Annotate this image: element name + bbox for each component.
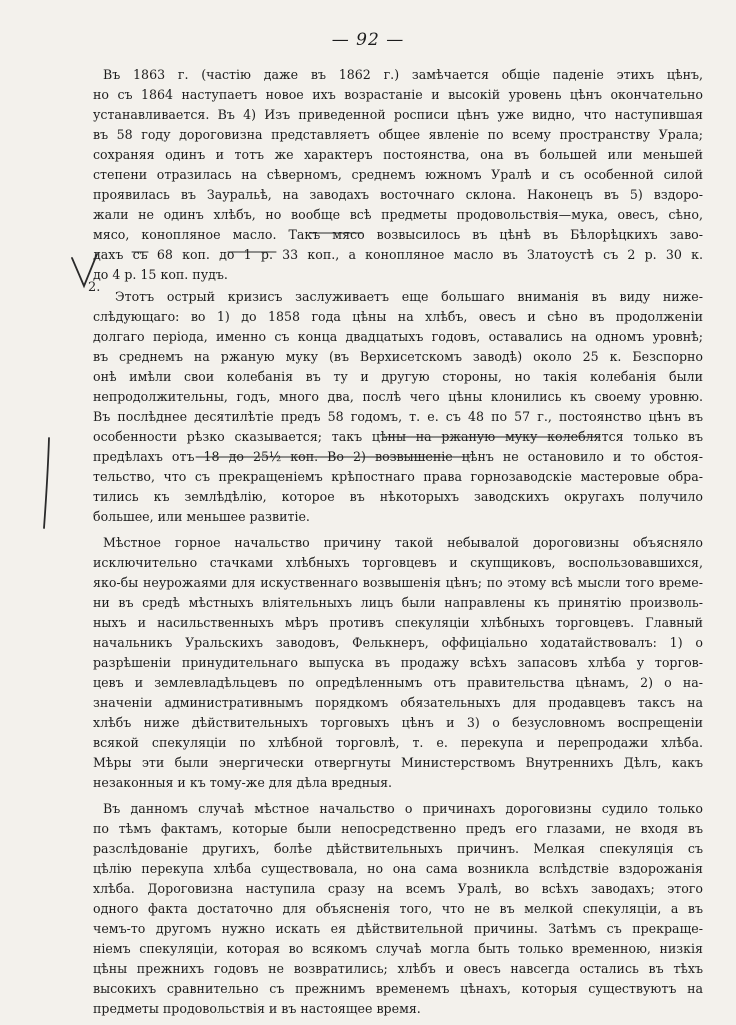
text-line: предѣлахъ отъ 18 до 25½ коп. Во 2) возвышеніе цѣнъ не остановило и то обстоя- xyxy=(93,449,703,464)
text-line: тились къ землѣдѣлію, которое въ нѣкоторыхъ заводскихъ округахъ получило xyxy=(93,489,703,504)
text-line: яко-бы неурожаями для искуственнаго возвышенія цѣнъ; по этому всѣ мысли того време- xyxy=(93,575,703,590)
text-line: высокихъ сравнительно съ прежнимъ временемъ цѣнахъ, которыя существуютъ на xyxy=(93,981,703,996)
text-line: въ 58 году дороговизна представляетъ общее явленіе по всему пространству Урала; xyxy=(93,127,703,142)
margin-stroke xyxy=(44,438,49,528)
text-line: слѣдующаго: во 1) до 1858 года цѣны на хлѣбъ, овесъ и сѣно въ продолженіи xyxy=(93,309,703,324)
text-line: Этотъ острый кризисъ заслуживаетъ еще большаго вниманія въ виду ниже- xyxy=(115,289,703,304)
text-line: непродолжительны, годъ, много два, послѣ чего цѣны клонились къ своему уровню. xyxy=(93,389,703,404)
page-number: — 92 — xyxy=(331,30,405,50)
text-line: хлѣба. Дороговизна наступила сразу на всемъ Уралѣ, во всѣхъ заводахъ; этого xyxy=(93,881,703,896)
text-line: сохраняя одинъ и тотъ же характеръ постоянства, она въ большей или меньшей xyxy=(93,147,703,162)
text-line: степени отразилась на сѣверномъ, среднемъ южномъ Уралѣ и съ особенной силой xyxy=(93,167,703,182)
text-line: Мѣстное горное начальство причину такой небывалой дороговизны объясняло xyxy=(103,535,703,550)
text-line: исключительно стачками хлѣбныхъ торговцевъ и скупщиковъ, воспользовавшихся, xyxy=(93,555,703,570)
text-line: ніемъ спекуляціи, которая во всякомъ случаѣ могла быть только временною, низкія xyxy=(93,941,703,956)
text-line: но съ 1864 наступаетъ новое ихъ возрастаніе и высокій уровень цѣнъ окончательно xyxy=(93,87,703,102)
text-line: всякой спекуляціи по хлѣбной торговлѣ, т. е. перекупа и перепродажи хлѣба. xyxy=(93,735,703,750)
text-line: значеніи административнымъ порядкомъ обязательныхъ для продавцевъ таксъ на xyxy=(93,695,703,710)
text-line: устанавливается. Въ 4) Изъ приведенной росписи цѣнъ уже видно, что наступившая xyxy=(93,107,703,122)
text-line: начальникъ Уральскихъ заводовъ, Фелькнеръ, оффиціально ходатайствовалъ: 1) о xyxy=(93,635,703,650)
text-line: жали не одинъ хлѣбъ, но вообще всѣ предметы продовольствія—мука, овесъ, сѣно, xyxy=(93,207,703,222)
text-line: мясо, конопляное масло. Такъ мясо возвысилось въ цѣнѣ въ Бѣлорѣцкихъ заво- xyxy=(93,227,703,242)
text-line: особенности рѣзко сказывается; такъ цѣны на ржаную муку колеблятся только въ xyxy=(93,429,703,444)
text-line: въ среднемъ на ржаную муку (въ Верхисетскомъ заводѣ) около 25 к. Безспорно xyxy=(93,349,703,364)
text-line: ни въ средѣ мѣстныхъ вліятельныхъ лицъ были направлены къ принятію произволь- xyxy=(93,595,703,610)
page-body xyxy=(93,65,703,1025)
text-line: дахъ съ 68 коп. до 1 р. 33 коп., а конопляное масло въ Златоустѣ съ 2 р. 30 к. xyxy=(93,247,703,262)
paragraph-2 xyxy=(93,287,703,527)
text-line: ныхъ и насильственныхъ мѣръ противъ спекуляціи хлѣбныхъ торговцевъ. Главный xyxy=(93,615,703,630)
text-line: хлѣбъ ниже дѣйствительныхъ торговыхъ цѣнъ и 3) о безусловномъ воспрещеніи xyxy=(93,715,703,730)
text-line: онѣ имѣли свои колебанія въ ту и другую стороны, но такія колебанія были xyxy=(93,369,703,384)
text-line: предметы продовольствія и въ настоящее время. xyxy=(93,1001,421,1016)
text-line: Мѣры эти были энергически отвергнуты Министерствомъ Внутреннихъ Дѣлъ, какъ xyxy=(93,755,703,770)
text-line: незаконныя и къ тому-же для дѣла вредныя. xyxy=(93,775,393,790)
text-line: разрѣшеніи принудительнаго выпуска въ продажу всѣхъ запасовъ хлѣба у торгов- xyxy=(93,655,703,670)
text-line: долгаго періода, именно съ конца двадцатыхъ годовъ, оставались на одномъ уровнѣ; xyxy=(93,329,703,344)
text-line: проявилась въ Зауральѣ, на заводахъ восточнаго склона. Наконецъ въ 5) вздоро- xyxy=(93,187,703,202)
text-line: Въ данномъ случаѣ мѣстное начальство о причинахъ дороговизны судило только xyxy=(103,801,703,816)
text-line: цѣны прежнихъ годовъ не возвратились; хлѣбъ и овесъ навсегда остались въ тѣхъ xyxy=(93,961,703,976)
paragraph-1 xyxy=(93,65,703,285)
paragraph-4 xyxy=(93,799,703,1019)
text-line: Въ 1863 г. (частію даже въ 1862 г.) замѣчается общіе паденіе этихъ цѣнъ, xyxy=(103,67,703,82)
text-line: чемъ-то другомъ нужно искать ея дѣйствительной причины. Затѣмъ съ прекраще- xyxy=(93,921,703,936)
text-line: одного факта достаточно для объясненія того, что не въ мелкой спекуляціи, а въ xyxy=(93,901,703,916)
text-line: до 4 р. 15 коп. пудъ. xyxy=(93,267,228,282)
text-line: по тѣмъ фактамъ, которые были непосредственно предъ его глазами, не входя въ xyxy=(93,821,703,836)
text-line: разслѣдованіе другихъ, болѣе дѣйствительныхъ причинъ. Мелкая спекуляція съ xyxy=(93,841,703,856)
paragraph-3 xyxy=(93,533,703,793)
text-line: большее, или меньшее развитіе. xyxy=(93,509,310,524)
text-line: тельство, что съ прекращеніемъ крѣпостнаго права горнозаводскіе мастеровые обра- xyxy=(93,469,703,484)
text-line: цевъ и землевладѣльцевъ по опредѣленнымъ отъ правительства цѣнамъ, 2) о на- xyxy=(93,675,703,690)
text-line: цѣлію перекупа хлѣба существовала, но она сама возникла вслѣдствіе вздорожанія xyxy=(93,861,703,876)
text-line: Въ послѣднее десятилѣтіе предъ 58 годомъ, т. е. съ 48 по 57 г., постоянство цѣнъ въ xyxy=(93,409,703,424)
margin-note: 2. xyxy=(88,280,101,295)
